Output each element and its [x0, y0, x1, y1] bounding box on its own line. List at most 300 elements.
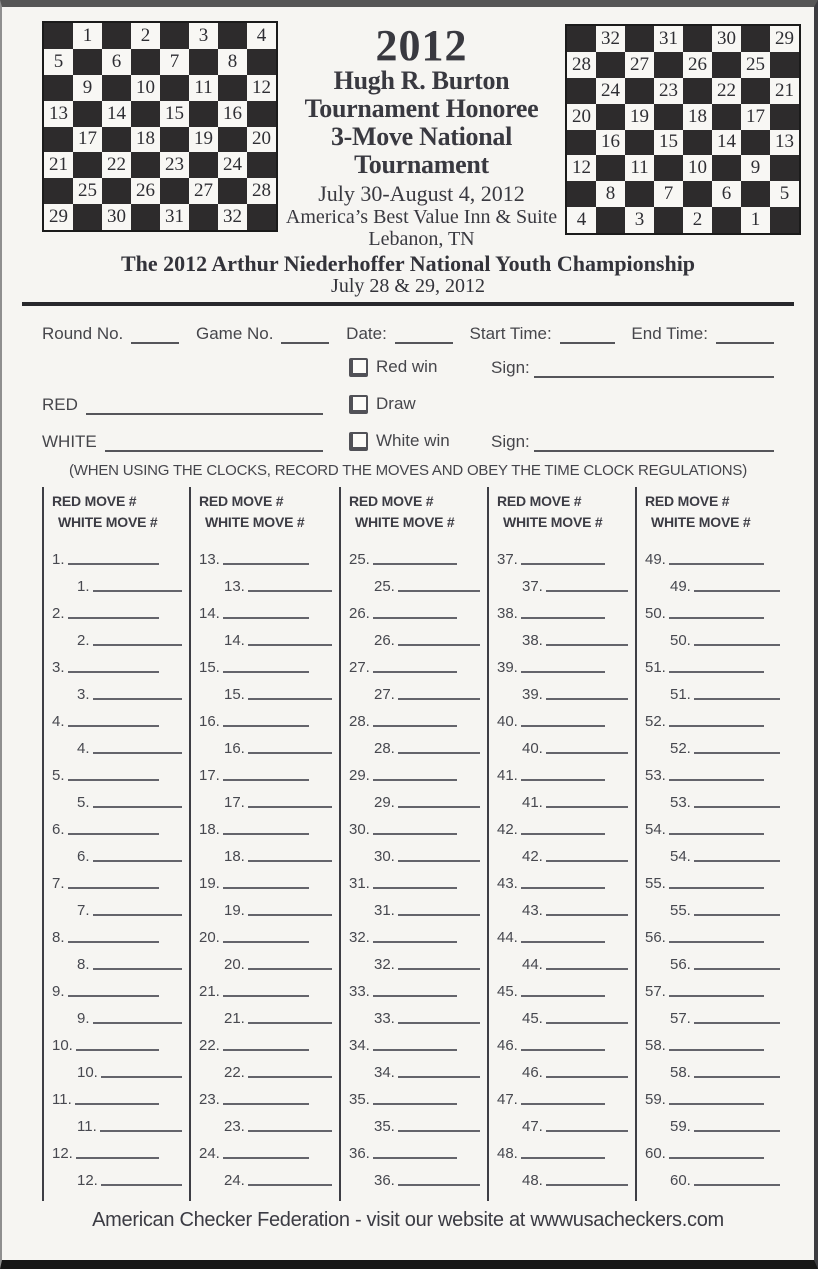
white-move-row [224, 568, 332, 595]
move-number: 29. [349, 767, 370, 785]
board-square [654, 52, 683, 78]
move-number: 3. [77, 686, 90, 704]
board-square: 4 [576, 209, 587, 231]
move-number: 28. [374, 740, 395, 758]
move-number: 25. [349, 551, 370, 569]
red-move-row [52, 973, 159, 1000]
board-square: 14 [717, 131, 736, 153]
move-number: 5. [77, 794, 90, 812]
board-square: 1 [82, 24, 93, 46]
move-blank-line [223, 1103, 309, 1105]
checkbox-icon [349, 358, 368, 377]
move-number: 56. [670, 956, 691, 974]
white-move-row [670, 730, 780, 757]
move-number: 2. [77, 632, 90, 650]
move-blank-line [223, 671, 309, 673]
board-square [683, 130, 712, 156]
move-blank-line [223, 833, 309, 835]
board-square [160, 23, 189, 49]
move-column [635, 487, 814, 1201]
move-blank-line [669, 1157, 764, 1159]
red-move-row [52, 865, 159, 892]
move-blank-line [669, 563, 764, 565]
board-square [712, 104, 741, 130]
move-number: 30. [349, 821, 370, 839]
header-rule [22, 302, 794, 306]
move-number: 14. [199, 605, 220, 623]
white-move-row [77, 946, 182, 973]
red-move-row [199, 973, 309, 1000]
move-number: 8. [77, 956, 90, 974]
move-number: 39. [522, 686, 543, 704]
move-number: 16. [224, 740, 245, 758]
move-blank-line [248, 1184, 332, 1186]
red-move-header: RED MOVE # [645, 493, 730, 510]
red-move-row [497, 919, 605, 946]
board-square: 7 [169, 50, 180, 72]
move-number: 44. [497, 929, 518, 947]
red-move-row [199, 1135, 309, 1162]
move-blank-line [694, 1184, 780, 1186]
move-blank-line [68, 563, 159, 565]
white-move-row [522, 730, 628, 757]
board-square: 15 [165, 102, 184, 124]
white-move-row [522, 838, 628, 865]
date-blank-line [395, 327, 453, 344]
move-blank-line [546, 644, 628, 646]
board-square: 2 [140, 24, 151, 46]
field-game [196, 324, 329, 344]
sign-line-top [534, 376, 774, 378]
date-label: Date: [346, 324, 387, 344]
red-move-row [199, 811, 309, 838]
move-blank-line [521, 1049, 605, 1051]
move-number: 4. [77, 740, 90, 758]
move-number: 41. [522, 794, 543, 812]
move-blank-line [521, 887, 605, 889]
move-number: 12. [77, 1172, 98, 1190]
board-square [218, 75, 247, 101]
move-number: 20. [224, 956, 245, 974]
move-blank-line [398, 644, 480, 646]
white-move-row [522, 568, 628, 595]
board-square [683, 78, 712, 104]
red-move-row [645, 541, 764, 568]
move-number: 1. [77, 578, 90, 596]
move-blank-line [669, 617, 764, 619]
white-move-row [374, 568, 480, 595]
move-number: 34. [374, 1064, 395, 1082]
red-move-header: RED MOVE # [199, 493, 284, 510]
move-number: 24. [199, 1145, 220, 1163]
move-blank-line [373, 995, 457, 997]
move-number: 26. [349, 605, 370, 623]
move-number: 19. [224, 902, 245, 920]
move-blank-line [68, 887, 159, 889]
move-number: 45. [497, 983, 518, 1001]
move-blank-line [694, 968, 780, 970]
move-blank-line [669, 725, 764, 727]
board-square: 20 [572, 105, 591, 127]
board-square: 13 [775, 131, 794, 153]
red-player-label: RED [42, 395, 78, 415]
white-move-row [522, 784, 628, 811]
move-blank-line [68, 617, 159, 619]
red-move-row [199, 541, 309, 568]
move-number: 51. [670, 686, 691, 704]
championship-title: The 2012 Arthur Niederhoffer National Youth Championship [120, 251, 696, 277]
checkbox-icon [349, 432, 368, 451]
board-square: 8 [605, 183, 616, 205]
board-square [247, 49, 276, 75]
move-number: 9. [77, 1010, 90, 1028]
board-square: 25 [746, 53, 765, 75]
board-square: 2 [692, 209, 703, 231]
board-square [741, 78, 770, 104]
move-blank-line [93, 698, 182, 700]
board-square [596, 104, 625, 130]
red-player-line [86, 413, 323, 415]
move-number: 18. [224, 848, 245, 866]
white-move-row [374, 1108, 480, 1135]
result-section [42, 356, 774, 452]
board-square [625, 130, 654, 156]
move-blank-line [546, 806, 628, 808]
white-move-row [77, 676, 182, 703]
sign-field-top [491, 356, 774, 378]
red-move-row [349, 703, 457, 730]
board-square: 17 [78, 128, 97, 150]
board-square: 12 [572, 157, 591, 179]
board-square: 5 [53, 50, 64, 72]
board-square [160, 178, 189, 204]
move-number: 14. [224, 632, 245, 650]
white-move-row [374, 622, 480, 649]
board-square [625, 181, 654, 207]
move-number: 56. [645, 929, 666, 947]
board-square [44, 23, 73, 49]
honoree-line-4: Tournament [354, 150, 489, 180]
white-move-row [670, 946, 780, 973]
red-move-row [497, 595, 605, 622]
checkbox-icon [349, 395, 368, 414]
board-square: 10 [688, 157, 707, 179]
move-blank-line [101, 1184, 182, 1186]
move-number: 37. [497, 551, 518, 569]
red-move-row [52, 649, 159, 676]
board-square [712, 207, 741, 233]
move-blank-line [521, 833, 605, 835]
footer-text: American Checker Federation - visit our website at wwwusacheckers.com [92, 1209, 724, 1232]
red-move-row [645, 1081, 764, 1108]
move-blank-line [546, 968, 628, 970]
board-square [189, 49, 218, 75]
board-square [654, 104, 683, 130]
move-blank-line [373, 1157, 457, 1159]
move-blank-line [521, 725, 605, 727]
move-number: 57. [645, 983, 666, 1001]
move-number: 33. [374, 1010, 395, 1028]
move-number: 49. [670, 578, 691, 596]
move-blank-line [521, 1157, 605, 1159]
move-number: 29. [374, 794, 395, 812]
board-square [218, 178, 247, 204]
red-move-row [52, 919, 159, 946]
board-square: 8 [227, 50, 238, 72]
board-square [770, 207, 799, 233]
board-square: 29 [49, 206, 68, 228]
move-blank-line [248, 1130, 332, 1132]
move-blank-line [669, 671, 764, 673]
white-move-header: WHITE MOVE # [355, 514, 455, 531]
event-venue: America’s Best Value Inn & Suite [285, 206, 558, 229]
red-move-row [645, 757, 764, 784]
move-number: 54. [670, 848, 691, 866]
move-number: 22. [199, 1037, 220, 1055]
checkbox-red-win [349, 356, 491, 378]
board-square: 26 [688, 53, 707, 75]
white-move-row [77, 1162, 182, 1189]
year-title: 2012 [375, 21, 468, 70]
red-move-row [349, 1027, 457, 1054]
move-blank-line [248, 698, 332, 700]
red-move-row [199, 1081, 309, 1108]
move-number: 40. [522, 740, 543, 758]
white-move-header: WHITE MOVE # [651, 514, 751, 531]
board-square: 20 [252, 128, 271, 150]
move-blank-line [373, 617, 457, 619]
white-move-row [374, 1000, 480, 1027]
move-number: 55. [670, 902, 691, 920]
board-square [683, 26, 712, 52]
meta-row [42, 324, 774, 344]
championship-strip [2, 252, 814, 297]
move-number: 20. [199, 929, 220, 947]
move-number: 43. [497, 875, 518, 893]
red-move-row [645, 811, 764, 838]
move-number: 59. [645, 1091, 666, 1109]
white-win-label: White win [376, 431, 450, 451]
white-move-row [670, 892, 780, 919]
move-blank-line [93, 590, 182, 592]
move-blank-line [373, 941, 457, 943]
board-square: 31 [165, 206, 184, 228]
board-square [596, 155, 625, 181]
white-move-row [522, 1162, 628, 1189]
board-square [625, 78, 654, 104]
white-move-row [224, 1000, 332, 1027]
checkerboard-right [565, 24, 801, 235]
move-number: 18. [199, 821, 220, 839]
move-number: 58. [645, 1037, 666, 1055]
white-move-row [670, 1000, 780, 1027]
move-blank-line [68, 941, 159, 943]
header-section [42, 21, 801, 250]
move-blank-line [93, 644, 182, 646]
move-number: 46. [522, 1064, 543, 1082]
move-blank-line [223, 1049, 309, 1051]
board-square [131, 49, 160, 75]
board-square [654, 207, 683, 233]
move-number: 42. [522, 848, 543, 866]
move-blank-line [398, 806, 480, 808]
move-blank-line [546, 1076, 628, 1078]
board-square [160, 127, 189, 153]
move-blank-line [669, 995, 764, 997]
move-number: 50. [645, 605, 666, 623]
white-move-row [77, 568, 182, 595]
move-number: 23. [199, 1091, 220, 1109]
board-square [189, 101, 218, 127]
board-square [102, 178, 131, 204]
board-square: 32 [223, 206, 242, 228]
move-blank-line [669, 833, 764, 835]
board-square [625, 26, 654, 52]
board-square [770, 155, 799, 181]
white-move-row [374, 730, 480, 757]
board-square: 32 [601, 27, 620, 49]
red-move-row [497, 1135, 605, 1162]
white-move-row [670, 622, 780, 649]
board-square: 15 [659, 131, 678, 153]
red-move-row [497, 541, 605, 568]
white-move-row [670, 838, 780, 865]
move-number: 23. [224, 1118, 245, 1136]
board-square: 4 [256, 24, 267, 46]
clock-regulations-note: (WHEN USING THE CLOCKS, RECORD THE MOVES AND OBEY THE TIME CLOCK REGULATIONS) [68, 462, 748, 480]
board-square: 31 [659, 27, 678, 49]
move-number: 33. [349, 983, 370, 1001]
move-number: 39. [497, 659, 518, 677]
move-blank-line [248, 1076, 332, 1078]
sign-label-bottom: Sign: [491, 432, 530, 452]
white-move-row [670, 676, 780, 703]
move-blank-line [68, 671, 159, 673]
board-square [218, 23, 247, 49]
white-player-line [105, 450, 323, 452]
board-square: 28 [572, 53, 591, 75]
board-square [596, 52, 625, 78]
board-square [160, 75, 189, 101]
move-blank-line [248, 590, 332, 592]
white-move-row [670, 1162, 780, 1189]
move-number: 30. [374, 848, 395, 866]
move-number: 4. [52, 713, 65, 731]
board-square: 28 [252, 180, 271, 202]
move-blank-line [521, 563, 605, 565]
red-move-row [497, 1081, 605, 1108]
move-number: 32. [374, 956, 395, 974]
field-round [42, 324, 179, 344]
board-square [131, 204, 160, 230]
move-number: 21. [199, 983, 220, 1001]
board-square [567, 78, 596, 104]
move-blank-line [521, 995, 605, 997]
white-move-header: WHITE MOVE # [205, 514, 305, 531]
white-move-row [77, 1108, 182, 1135]
round-label: Round No. [42, 324, 124, 344]
move-number: 43. [522, 902, 543, 920]
move-number: 38. [522, 632, 543, 650]
move-number: 48. [522, 1172, 543, 1190]
board-square [44, 178, 73, 204]
red-move-row [349, 757, 457, 784]
board-square: 18 [688, 105, 707, 127]
red-move-row [349, 1081, 457, 1108]
move-blank-line [546, 860, 628, 862]
board-square [189, 204, 218, 230]
white-move-row [374, 892, 480, 919]
move-number: 1. [52, 551, 65, 569]
board-square [596, 207, 625, 233]
move-blank-line [398, 914, 480, 916]
white-move-row [522, 946, 628, 973]
move-blank-line [521, 779, 605, 781]
move-number: 36. [349, 1145, 370, 1163]
red-win-label: Red win [376, 357, 438, 377]
move-number: 36. [374, 1172, 395, 1190]
white-move-row [77, 1054, 182, 1081]
board-square: 1 [750, 209, 761, 231]
board-square [131, 101, 160, 127]
sign-field-bottom [491, 430, 774, 452]
board-square [102, 23, 131, 49]
event-city: Lebanon, TN [368, 228, 475, 251]
board-square [770, 52, 799, 78]
board-square [654, 155, 683, 181]
move-number: 52. [645, 713, 666, 731]
move-number: 6. [77, 848, 90, 866]
move-blank-line [68, 833, 159, 835]
honoree-line-2: Tournament Honoree [304, 93, 539, 123]
red-move-row [349, 919, 457, 946]
checkbox-draw [349, 393, 491, 415]
move-blank-line [398, 590, 480, 592]
board-square [770, 104, 799, 130]
move-blank-line [521, 617, 605, 619]
championship-dates: July 28 & 29, 2012 [331, 275, 485, 298]
move-number: 11. [77, 1118, 97, 1136]
move-number: 46. [497, 1037, 518, 1055]
move-blank-line [694, 1130, 780, 1132]
board-square [741, 181, 770, 207]
move-number: 11. [52, 1091, 72, 1109]
move-number: 49. [645, 551, 666, 569]
game-label: Game No. [195, 324, 274, 344]
move-blank-line [398, 1184, 480, 1186]
board-square: 22 [717, 79, 736, 101]
move-number: 26. [374, 632, 395, 650]
start-time-blank-line [560, 327, 615, 344]
board-square: 24 [601, 79, 620, 101]
board-square: 3 [198, 24, 209, 46]
move-blank-line [93, 860, 182, 862]
move-blank-line [669, 1049, 764, 1051]
red-move-row [52, 1027, 159, 1054]
move-number: 35. [349, 1091, 370, 1109]
board-square: 30 [107, 206, 126, 228]
move-number: 19. [199, 875, 220, 893]
white-move-row [224, 892, 332, 919]
move-blank-line [546, 1130, 628, 1132]
move-blank-line [546, 1022, 628, 1024]
board-square: 22 [107, 154, 126, 176]
white-move-row [670, 1108, 780, 1135]
move-number: 37. [522, 578, 543, 596]
move-number: 58. [670, 1064, 691, 1082]
white-move-row [224, 622, 332, 649]
event-dates: July 30-August 4, 2012 [318, 181, 525, 207]
